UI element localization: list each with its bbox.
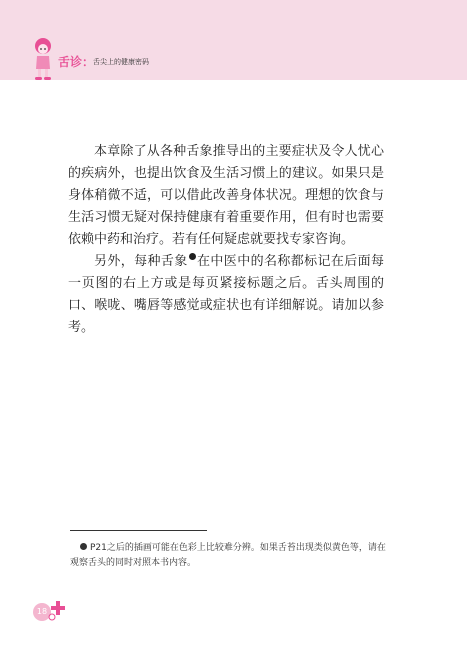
paragraph-2-after: 在中医中的名称都标记在后面每一页图的右上方或是每页紧接标题之后。舌头周围的口、喉咙、嘴唇等感觉或症状也有详细解说。请加以参考。 xyxy=(68,254,384,335)
paragraph-2 xyxy=(68,251,384,339)
chapter-subtitle: 舌尖上的健康密码 xyxy=(93,58,149,66)
circle-icon xyxy=(48,613,56,621)
footnote-marker-icon xyxy=(189,253,196,260)
paragraph-2-before: 另外，每种舌象 xyxy=(94,254,188,269)
chapter-title: 舌诊： xyxy=(58,55,95,69)
footnote xyxy=(70,541,388,571)
mascot-girl-icon xyxy=(30,36,56,80)
footnote-text: P21之后的插画可能在色彩上比较难分辨。如果舌苔出现类似黄色等，请在观察舌头的同时对照本书内容。 xyxy=(70,543,386,568)
footnote-bullet-icon xyxy=(80,543,87,550)
body-text xyxy=(68,141,384,339)
page-number: 18 xyxy=(33,603,51,621)
paragraph-1: 本章除了从各种舌象推导出的主要症状及令人忧心的疾病外，也提出饮食及生活习惯上的建议。如果只是身体稍微不适，可以借此改善身体状况。理想的饮食与生活习惯无疑对保持健康有着重要作用，但有时也需要依赖中药和治疗。若有任何疑虑就要找专家咨询。 xyxy=(68,144,384,247)
footnote-divider xyxy=(70,530,207,531)
